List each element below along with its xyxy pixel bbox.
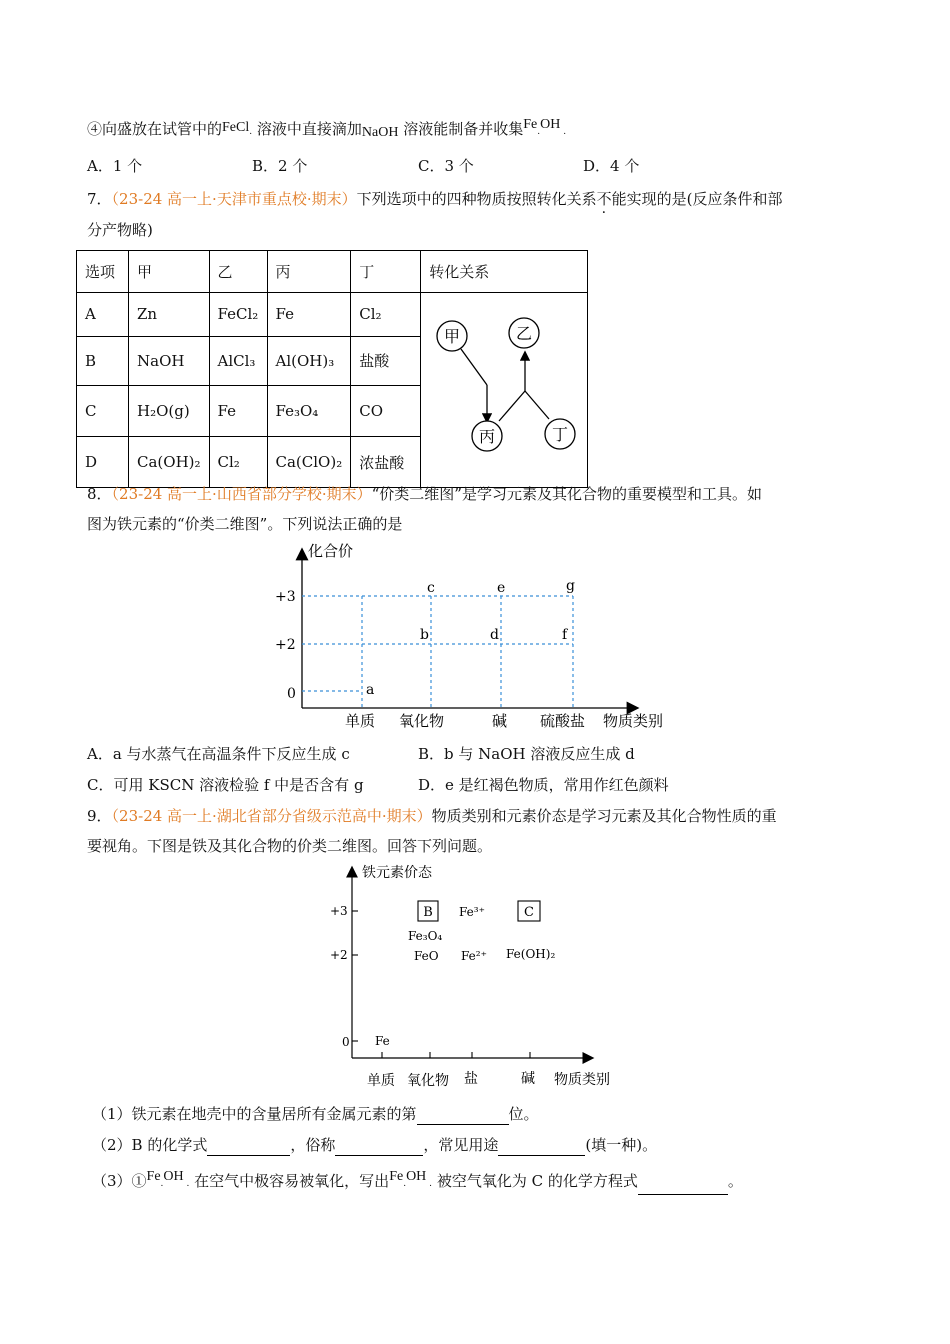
q6-option-a: A．1 个 bbox=[87, 157, 143, 175]
q9-sub3: （3）①Fe.OH . 在空气中极容易被氧化，写出Fe.OH . 被空气氧化为 C 的化学方程式 。 bbox=[92, 1170, 743, 1195]
cell-ding: CO bbox=[351, 386, 421, 437]
q8-xtick: 碱 bbox=[492, 712, 508, 730]
q8-y-label: 化合价 bbox=[308, 542, 354, 560]
q9-sub1 bbox=[92, 1103, 539, 1125]
q9-ytick: +2 bbox=[330, 948, 348, 962]
q8-option-b: B．b 与 NaOH 溶液反应生成 d bbox=[418, 745, 635, 763]
q9-valence-chart bbox=[322, 858, 632, 1094]
q9-label-feoh2: Fe(OH)₂ bbox=[506, 947, 556, 961]
q9-xtick: 碱 bbox=[521, 1071, 535, 1087]
formula-oh: OH bbox=[406, 1169, 427, 1184]
q6-option-c: C．3 个 bbox=[418, 157, 474, 175]
q9-box-b-label: B bbox=[423, 905, 433, 920]
q9-x-label: 物质类别 bbox=[554, 1072, 610, 1088]
q8-ytick: 0 bbox=[287, 686, 296, 702]
q8-number: 8． bbox=[87, 485, 112, 503]
q9-stem-text: 物质类别和元素价态是学习元素及其化合物性质的重 bbox=[431, 807, 777, 825]
q8-ytick: +2 bbox=[275, 637, 296, 653]
q8-point: d bbox=[490, 627, 499, 643]
header-ding: 丁 bbox=[351, 251, 421, 293]
q9-xtick: 氧化物 bbox=[407, 1073, 449, 1089]
q8-xtick: 氧化物 bbox=[399, 712, 445, 730]
q8-valence-chart bbox=[265, 538, 685, 734]
q8-gridlines bbox=[302, 596, 573, 708]
header-bing: 丙 bbox=[267, 251, 351, 293]
q8-xtick: 硫酸盐 bbox=[540, 712, 586, 730]
formula-naoh: NaOH bbox=[361, 125, 399, 140]
q8-point: c bbox=[427, 580, 435, 596]
q9-sub2-text-3: ，常见用途 bbox=[423, 1136, 499, 1154]
cell-yi: Fe bbox=[209, 386, 267, 437]
cell-option: A bbox=[77, 293, 129, 337]
edge-ding bbox=[525, 391, 549, 419]
q6-item4-mid: 溶液中直接滴加 bbox=[256, 120, 362, 138]
q9-label-fe3: Fe³⁺ bbox=[459, 905, 485, 919]
q9-number: 9． bbox=[87, 807, 112, 825]
q8-point: a bbox=[366, 682, 375, 698]
answer-blank[interactable] bbox=[207, 1137, 290, 1156]
cell-jia: H₂O(g) bbox=[129, 386, 210, 437]
q7-table bbox=[76, 250, 588, 488]
header-relation: 转化关系 bbox=[421, 251, 588, 293]
cell-ding: Cl₂ bbox=[351, 293, 421, 337]
q7-stem-line2: 分产物略) bbox=[87, 221, 153, 239]
q9-sub2-text-4: (填一种)。 bbox=[585, 1136, 658, 1154]
q9-sub1-post: 位。 bbox=[508, 1105, 539, 1123]
q6-option-b: B．2 个 bbox=[252, 157, 308, 175]
cell-yi: Cl₂ bbox=[209, 437, 267, 488]
q9-label-fe3o4: Fe₃O₄ bbox=[408, 929, 443, 943]
node-jia-label: 甲 bbox=[444, 327, 461, 346]
q9-label-fe: Fe bbox=[375, 1034, 390, 1048]
q9-sub2-text: （2）B 的化学式 bbox=[92, 1136, 208, 1154]
cell-bing: Fe bbox=[267, 293, 351, 337]
cell-option: C bbox=[77, 386, 129, 437]
q9-xtick: 盐 bbox=[464, 1071, 478, 1087]
answer-blank[interactable] bbox=[335, 1137, 423, 1156]
cell-yi: FeCl₂ bbox=[209, 293, 267, 337]
table-row bbox=[77, 293, 588, 337]
q7-number: 7． bbox=[87, 190, 112, 208]
cell-yi: AlCl₃ bbox=[209, 336, 267, 386]
q6-item4: ④向盛放在试管中的FeCl. 溶液中直接滴加NaOH 溶液能制备并收集Fe.OH . bbox=[87, 117, 567, 140]
node-ding-label: 丁 bbox=[552, 425, 569, 444]
q9-label-fe2: Fe²⁺ bbox=[461, 949, 487, 963]
header-yi: 乙 bbox=[209, 251, 267, 293]
cell-bing: Al(OH)₃ bbox=[267, 336, 351, 386]
edge-jia bbox=[461, 349, 487, 385]
formula-oh: OH bbox=[540, 117, 561, 132]
q9-stem-line2: 要视角。下图是铁及其化合物的价类二维图。回答下列问题。 bbox=[87, 837, 493, 855]
q8-ytick: +3 bbox=[275, 589, 296, 605]
cell-ding: 盐酸 bbox=[351, 336, 421, 386]
cell-option: D bbox=[77, 437, 129, 488]
q9-label-feo: FeO bbox=[414, 949, 439, 963]
q9-ytick: +3 bbox=[330, 904, 348, 918]
q6-item4-text: ④向盛放在试管中的 bbox=[87, 120, 223, 138]
cell-jia: Ca(OH)₂ bbox=[129, 437, 210, 488]
q8-stem-text: “价类二维图”是学习元素及其化合物的重要模型和工具。如 bbox=[371, 485, 762, 503]
q8-option-a: A．a 与水蒸气在高温条件下反应生成 c bbox=[87, 745, 350, 763]
q9-stem bbox=[87, 805, 777, 827]
q9-sub2-text-2: ，俗称 bbox=[290, 1136, 336, 1154]
cell-ding: 浓盐酸 bbox=[351, 437, 421, 488]
node-bing-label: 丙 bbox=[479, 427, 496, 446]
answer-blank[interactable] bbox=[417, 1106, 509, 1125]
q7-stem-text: 下列选项中的四种物质按照转化关系 bbox=[356, 190, 597, 208]
q8-point: e bbox=[497, 580, 506, 596]
q9-sub3-text-4: 。 bbox=[727, 1172, 743, 1190]
q7-source: （23-24 高一上·天津市重点校·期末） bbox=[111, 190, 357, 208]
q9-sub3-text-3: 被空气氧化为 C 的化学方程式 bbox=[436, 1172, 638, 1190]
q9-sub3-text: （3）① bbox=[92, 1172, 147, 1190]
q7-stem-text-2: 实现的是(反应条件和部 bbox=[626, 190, 783, 208]
q8-option-d: D．e 是红褐色物质，常用作红色颜料 bbox=[418, 776, 669, 794]
q9-source: （23-24 高一上·湖北省部分省级示范高中·期末） bbox=[111, 807, 432, 825]
q9-box-c-label: C bbox=[524, 905, 534, 920]
q8-option-c: C．可用 KSCN 溶液检验 f 中是否含有 g bbox=[87, 776, 364, 794]
q7-stem bbox=[87, 188, 783, 210]
header-jia: 甲 bbox=[129, 251, 210, 293]
cell-bing: Fe₃O₄ bbox=[267, 386, 351, 437]
q9-sub1-text: （1）铁元素在地壳中的含量居所有金属元素的第 bbox=[92, 1105, 417, 1123]
cell-bing: Ca(ClO)₂ bbox=[267, 437, 351, 488]
q8-point: f bbox=[562, 627, 568, 643]
formula-fecl: FeCl bbox=[222, 120, 250, 135]
q9-sub3-text-2: 在空气中极容易被氧化，写出 bbox=[194, 1172, 390, 1190]
formula-oh: OH bbox=[163, 1169, 184, 1184]
cell-option: B bbox=[77, 336, 129, 386]
cell-jia: NaOH bbox=[129, 336, 210, 386]
q8-stem bbox=[87, 483, 762, 505]
header-option: 选项 bbox=[77, 251, 129, 293]
q9-xtick: 单质 bbox=[367, 1073, 395, 1089]
formula-fe: Fe bbox=[146, 1169, 161, 1184]
q7-emphasis: 不能 bbox=[596, 190, 627, 208]
q9-sub2 bbox=[92, 1134, 657, 1156]
node-yi-label: 乙 bbox=[516, 324, 533, 343]
q8-xtick: 单质 bbox=[345, 712, 376, 730]
formula-fe: Fe bbox=[389, 1169, 404, 1184]
answer-blank[interactable] bbox=[498, 1137, 585, 1156]
q8-point: b bbox=[420, 627, 429, 643]
relation-diagram-cell bbox=[421, 293, 588, 488]
q6-option-d: D．4 个 bbox=[583, 157, 640, 175]
q6-item4-post: 溶液能制备并收集 bbox=[403, 120, 524, 138]
answer-blank[interactable] bbox=[638, 1176, 728, 1195]
q8-point: g bbox=[566, 578, 575, 594]
q8-x-label: 物质类别 bbox=[603, 712, 664, 730]
q8-stem-line2: 图为铁元素的“价类二维图”。下列说法正确的是 bbox=[87, 515, 403, 533]
q7-table-header bbox=[77, 251, 588, 293]
relation-diagram bbox=[421, 293, 587, 483]
q8-source: （23-24 高一上·山西省部分学校·期末） bbox=[111, 485, 372, 503]
formula-fe: Fe bbox=[523, 117, 538, 132]
q9-y-label: 铁元素价态 bbox=[362, 865, 432, 881]
cell-jia: Zn bbox=[129, 293, 210, 337]
q9-ytick: 0 bbox=[342, 1035, 350, 1049]
edge-bing bbox=[499, 391, 525, 421]
